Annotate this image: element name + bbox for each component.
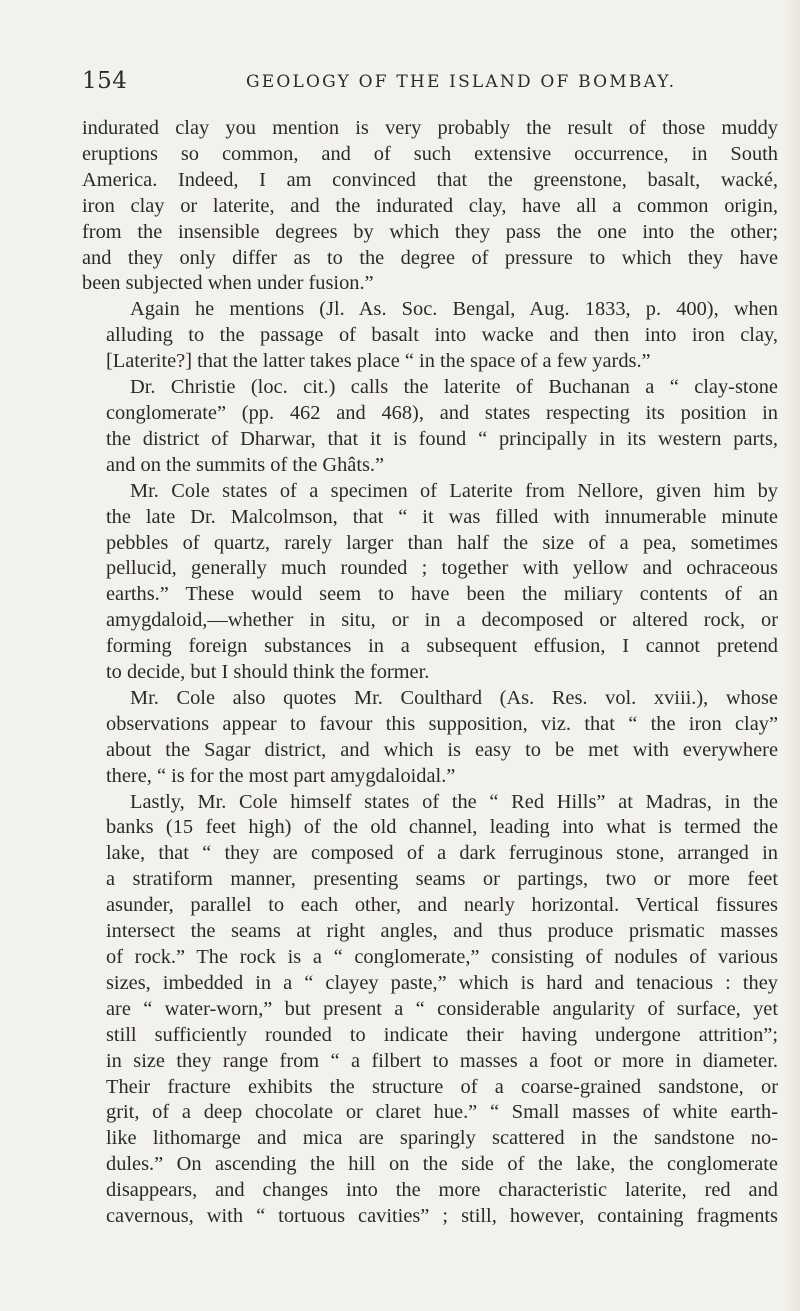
- page-edge-shadow: [786, 0, 800, 1311]
- running-title: GEOLOGY OF THE ISLAND OF BOMBAY.: [246, 72, 677, 92]
- text-line: earths.” These would seem to have been the miliary contents of an: [106, 583, 778, 606]
- paragraph: [82, 375, 778, 479]
- text-line: of rock.” The rock is a “ conglomerate,” consisting of nodules of various: [106, 946, 778, 968]
- text-line: in size they range from “ a filbert to masses a foot or more in diameter.: [106, 1049, 778, 1072]
- text-line: and on the summits of the Ghâts.”: [106, 453, 385, 476]
- text-line: banks (15 feet high) of the old channel, leading into what is termed the: [106, 816, 778, 839]
- text-line: Mr. Cole also quotes Mr. Coulthard (As. Res. vol. xviii.), whose: [130, 686, 778, 709]
- text-line: cavernous, with “ tortuous cavities” ; still, however, containing fragments: [106, 1205, 778, 1228]
- text-line: to decide, but I should think the former.: [106, 661, 430, 684]
- text-line: sizes, imbedded in a “ clayey paste,” which is hard and tenacious : they: [106, 971, 778, 994]
- text-line: conglomerate” (pp. 462 and 468), and states respecting its position in: [106, 401, 778, 424]
- text-line: Dr. Christie (loc. cit.) calls the laterite of Buchanan a “ clay-stone: [130, 376, 778, 399]
- text-line: forming foreign substances in a subsequent effusion, I cannot pretend: [106, 635, 778, 658]
- paragraph: [82, 479, 778, 686]
- text-line: the late Dr. Malcolmson, that “ it was filled with innumerable minute: [106, 505, 778, 528]
- text-line: pellucid, generally much rounded ; together with yellow and ochraceous: [106, 557, 778, 580]
- text-line: from the insensible degrees by which they pass the one into the other;: [82, 220, 778, 243]
- text-line: Mr. Cole states of a specimen of Laterite from Nellore, given him by: [130, 479, 778, 502]
- text-line: been subjected when under fusion.”: [82, 272, 374, 295]
- paragraph: [82, 297, 778, 375]
- text-line: Their fracture exhibits the structure of a coarse-grained sandstone, or: [106, 1075, 778, 1098]
- text-line: the district of Dharwar, that it is found “ principally in its western parts,: [106, 427, 778, 450]
- page-number: 154: [82, 68, 128, 94]
- text-line: amygdaloid,—whether in situ, or in a decomposed or altered rock, or: [106, 609, 778, 632]
- text-line: alluding to the passage of basalt into wacke and then into iron clay,: [106, 324, 778, 347]
- text-line: there, “ is for the most part amygdaloidal.”: [106, 764, 456, 787]
- text-line: intersect the seams at right angles, and thus produce prismatic masses: [106, 920, 778, 943]
- text-line: iron clay or laterite, and the indurated clay, have all a common origin,: [82, 194, 778, 217]
- text-line: a stratiform manner, presenting seams or partings, two or more feet: [106, 868, 778, 891]
- text-line: indurated clay you mention is very probably the result of those muddy: [82, 117, 778, 139]
- text-line: disappears, and changes into the more characteristic laterite, red and: [106, 1179, 778, 1202]
- paragraph: [82, 790, 778, 1230]
- text-line: like lithomarge and mica are sparingly scattered in the sandstone no-: [106, 1127, 778, 1150]
- text-line: about the Sagar district, and which is easy to be met with everywhere: [106, 738, 778, 761]
- text-line: lake, that “ they are composed of a dark ferruginous stone, arranged in: [106, 842, 778, 865]
- text-line: Again he mentions (Jl. As. Soc. Bengal, Aug. 1833, p. 400), when: [130, 298, 778, 321]
- text-line: America. Indeed, I am convinced that the greenstone, basalt, wacké,: [82, 168, 778, 191]
- text-line: asunder, parallel to each other, and nearly horizontal. Vertical fissures: [106, 894, 778, 917]
- text-line: still sufficiently rounded to indicate their having undergone attrition”;: [106, 1023, 778, 1046]
- text-line: observations appear to favour this supposition, viz. that “ the iron clay”: [106, 712, 778, 735]
- page-header: [82, 68, 760, 108]
- body-text: [82, 116, 778, 1230]
- paragraph: [82, 686, 778, 790]
- text-line: dules.” On ascending the hill on the side of the lake, the conglomerate: [106, 1153, 778, 1176]
- text-line: Lastly, Mr. Cole himself states of the “ Red Hills” at Madras, in the: [130, 790, 778, 813]
- text-line: eruptions so common, and of such extensive occurrence, in South: [82, 142, 778, 165]
- paragraph: [82, 116, 778, 297]
- text-line: and they only differ as to the degree of pressure to which they have: [82, 246, 778, 269]
- text-line: [Laterite?] that the latter takes place “ in the space of a few yards.”: [106, 350, 651, 373]
- text-line: pebbles of quartz, rarely larger than half the size of a pea, sometimes: [106, 531, 778, 554]
- text-line: are “ water-worn,” but present a “ considerable angularity of surface, yet: [106, 997, 778, 1020]
- text-line: grit, of a deep chocolate or claret hue.” “ Small masses of white earth-: [106, 1101, 778, 1124]
